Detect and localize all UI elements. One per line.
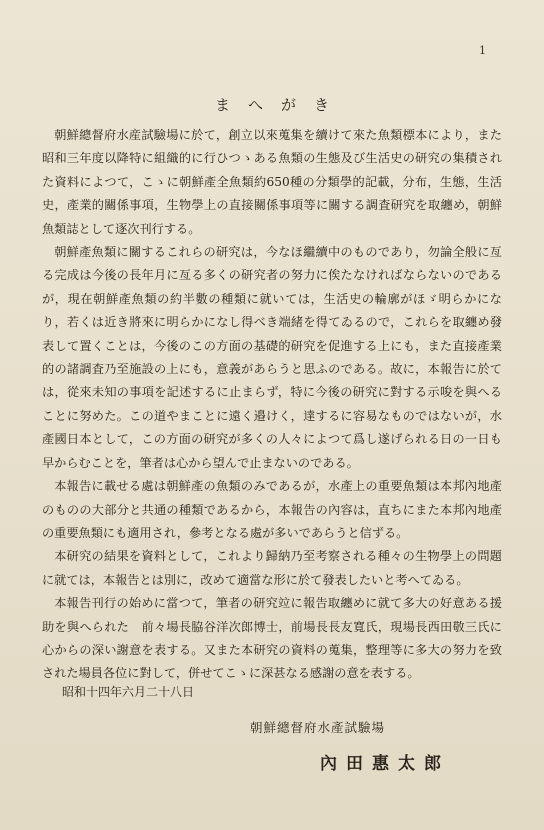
signature-author: 內田惠太郎 [320, 754, 450, 774]
page-title: まへがき [214, 96, 347, 114]
paragraph-4: 本研究の結果を資料として，これより歸納乃至考察される種々の生物學上の問題に就ては，本報告とは別に，改めて適當な形に於て發表したいと考へてゐる。 [42, 549, 502, 587]
paragraph-1: 朝鮮總督府水産試驗場に於て，創立以來蒐集を續けて來た魚類標本により，また昭和三年度以降特に組織的に行ひつゝある魚類の生態及び生活史の研究の集積された資料によつて，こゝに朝鮮產全魚類約650種の分類學的記載，分布，生態，生活史，產業的關係事項，生物學上の直接關係事項等に關する調査研究を取纏め，朝鮮魚類誌として逐次刊行する。 [42, 128, 502, 236]
paragraph-2: 朝鮮產魚類に關するこれらの研究は，今なほ繼續中のものであり，勿論全般に亙る完成は今後の長年月に亙る多くの研究者の努力に俟たなければならないのであるが，現在朝鮮產魚類の約半數の種類に就いては，生活史の輪廓がほゞ明らかになり，若くは近き將來に明らかになし得べき端緒を得てゐるので，これらを取纏め發表して置くことは，今後のこの方面の基礎的研究を促進する上にも，また直接產業的の諸調査乃至施設の上にも，意義があらうと思ふのである。故に，本報告に於ては，從來未知の事項を記述するに止まらず，特に今後の研究に對する示唆を與へることに努めた。この道やまことに遠く邉けく，達するに容易なものではないが，水產國日本として，この方面の研究が多くの人々によつて爲し遂げられる日の一日も早からむことを，筆者は心から望んで止まないのである。 [42, 245, 502, 470]
page-number: 1 [479, 44, 486, 57]
paragraph-3: 本報告に載せる處は朝鮮產の魚類のみであるが，水產上の重要魚類は本邦內地產のものの大部分と共通の種類であるから，本報告の內容は，直ちにまた本邦內地產の重要魚類にも適用され，參考となる處が多いであらうと信ずる。 [42, 479, 502, 540]
paragraph-5: 本報告刊行の始めに當つて，筆者の研究竝に報告取纏めに就て多大の好意ある援助を與へられた 前々場長脇谷洋次郎博士，前場長長友寬氏，現場長西田敬三氏に心からの深い謝意を表する。又また本研究の資料の蒐集，整理等に多大の努力を致された場員各位に對して，併せてこゝに深甚なる感謝の意を表する。 [42, 596, 502, 681]
preface-body [42, 124, 502, 686]
signature-date: 昭和十四年六月二十八日 [62, 685, 195, 699]
signature-organization: 朝鮮總督府水產試驗場 [250, 720, 386, 735]
